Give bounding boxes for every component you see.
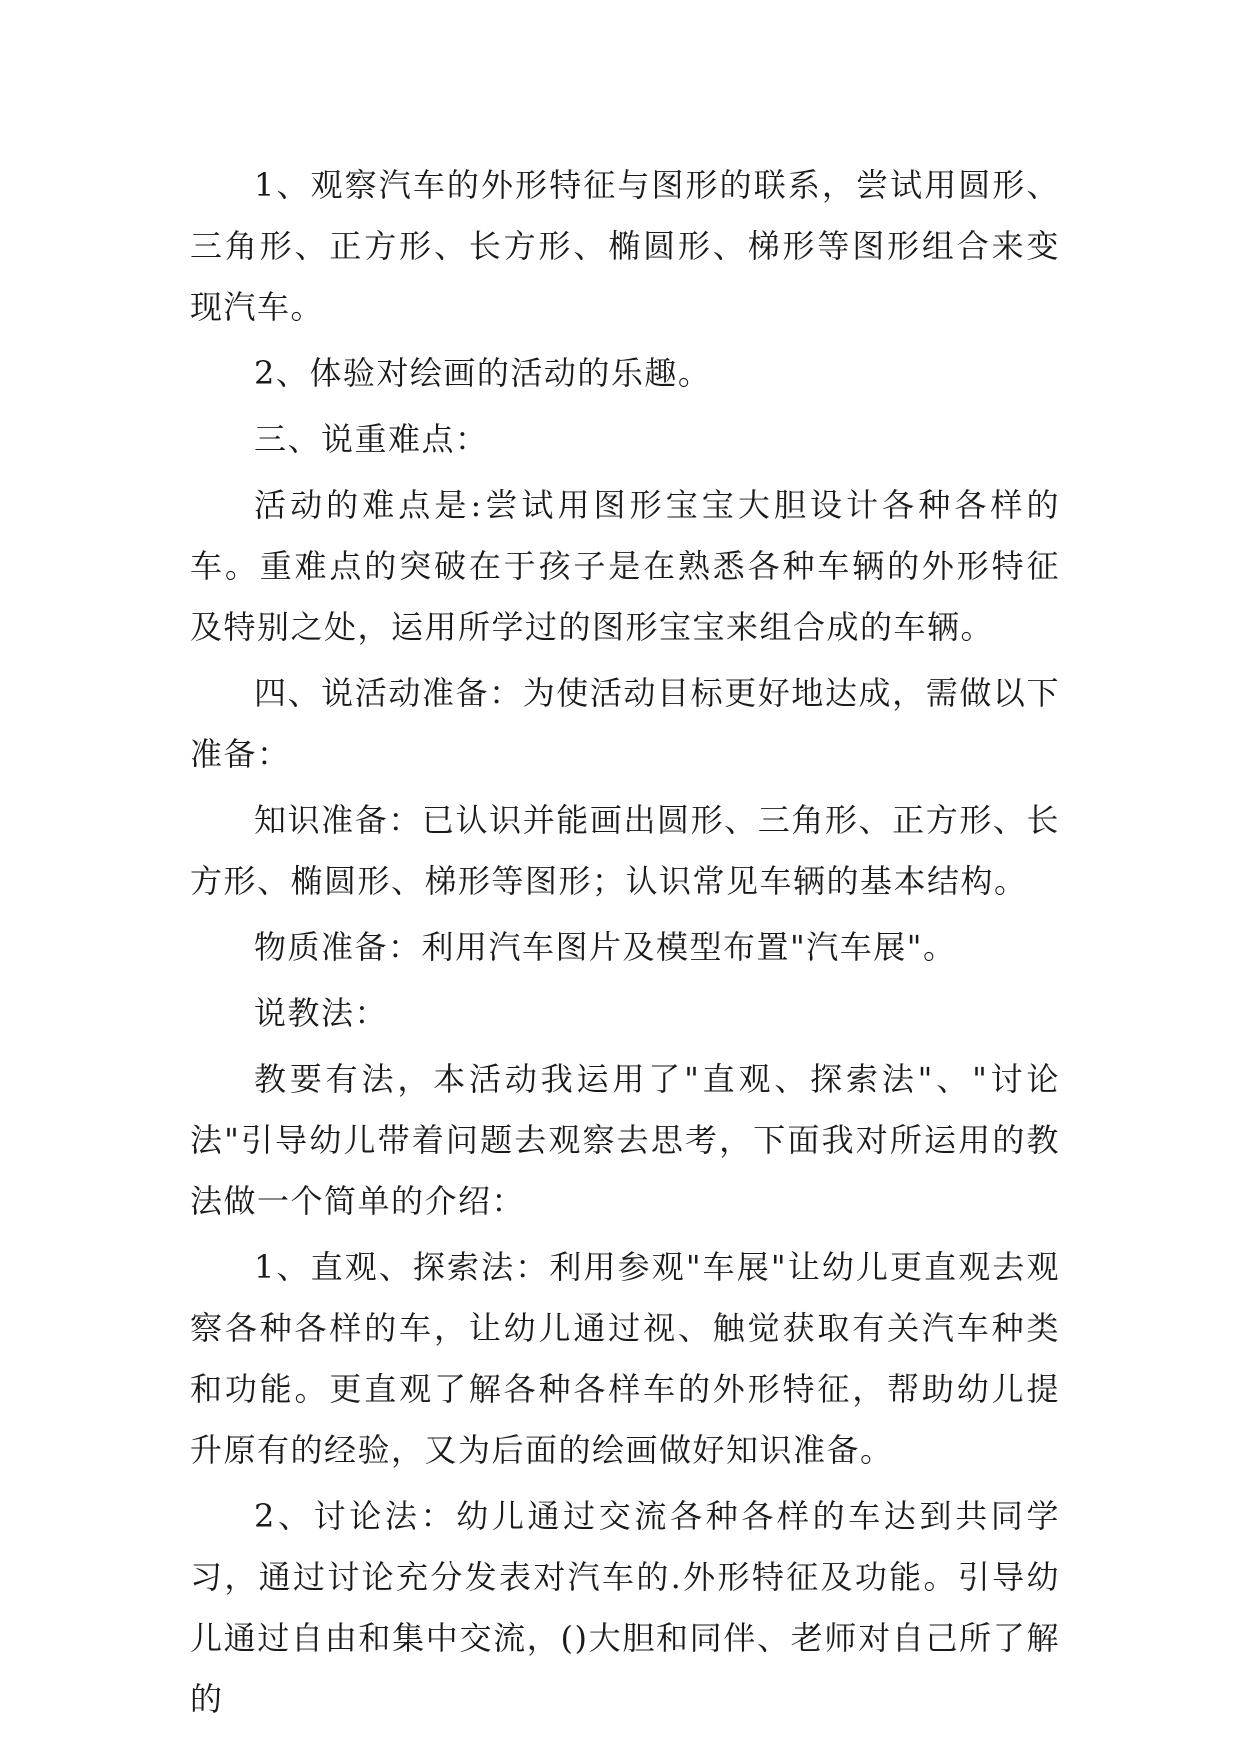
heading-preparation: 四、说活动准备：为使活动目标更好地达成，需做以下准备： bbox=[190, 674, 1060, 773]
paragraph-difficulty: 活动的难点是:尝试用图形宝宝大胆设计各种各样的车。重难点的突破在于孩子是在熟悉各种车辆的外形特征及特别之处，运用所学过的图形宝宝来组合成的车辆。 bbox=[190, 486, 1060, 646]
paragraph-material-prep: 物质准备：利用汽车图片及模型布置"汽车展"。 bbox=[254, 928, 957, 966]
paragraph-objective-2: 2、体验对绘画的活动的乐趣。 bbox=[254, 354, 712, 392]
heading-teaching-methods: 说教法： bbox=[254, 994, 389, 1032]
paragraph-method-discussion: 2、讨论法：幼儿通过交流各种各样的车达到共同学习，通过讨论充分发表对汽车的.外形特征及功能。引导幼儿通过自由和集中交流，()大胆和同伴、老师对自己所了解的 bbox=[190, 1497, 1060, 1718]
document-body bbox=[190, 155, 1060, 1735]
paragraph-methods-intro: 教要有法，本活动我运用了"直观、探索法"、"讨论法"引导幼儿带着问题去观察去思考，下面我对所运用的教法做一个简单的介绍： bbox=[190, 1060, 1060, 1220]
heading-key-points: 三、说重难点： bbox=[254, 420, 489, 458]
paragraph-method-intuitive: 1、直观、探索法：利用参观"车展"让幼儿更直观去观察各种各样的车，让幼儿通过视、触觉获取有关汽车种类和功能。更直观了解各种各样车的外形特征，帮助幼儿提升原有的经验，又为后面的绘画做好知识准备。 bbox=[190, 1248, 1060, 1469]
paragraph-objective-1: 1、观察汽车的外形特征与图形的联系，尝试用圆形、三角形、正方形、长方形、椭圆形、梯形等图形组合来变现汽车。 bbox=[190, 166, 1060, 326]
paragraph-knowledge-prep: 知识准备：已认识并能画出圆形、三角形、正方形、长方形、椭圆形、梯形等图形；认识常见车辆的基本结构。 bbox=[190, 801, 1060, 900]
